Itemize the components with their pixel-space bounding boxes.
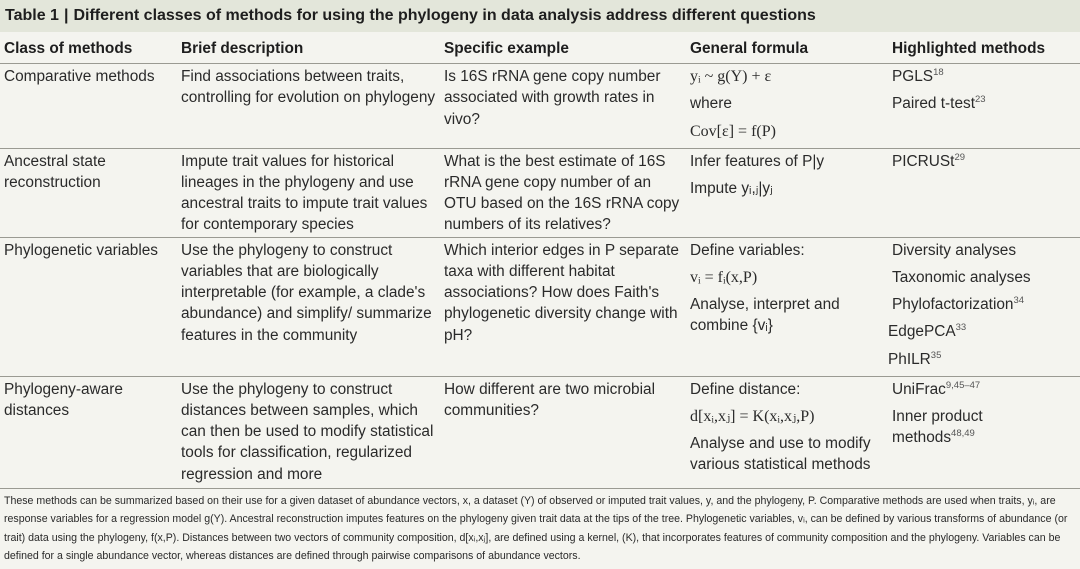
formula-line: Analyse and use to modify various statistical methods [690,435,871,474]
formula-line: vᵢ = fᵢ(x,P) [690,269,758,287]
method-item [892,379,1076,400]
cell-formula [686,64,888,149]
formula-line: Cov[ε] = f(P) [690,122,776,140]
cell-class: Comparative methods [0,64,177,149]
formula-line: Infer features of P|y [690,152,825,170]
method-ref: 35 [930,349,942,361]
method-item [892,151,1076,172]
table-row [0,376,1080,485]
formula-line: where [690,95,732,113]
formula-line: Define distance: [690,380,801,398]
formula-line: yᵢ ~ g(Y) + ε [690,68,772,86]
formula-line: Analyse, interpret and combine {vᵢ} [690,296,840,335]
method-name: Phylofactorization [892,296,1014,314]
table-row [0,237,1080,376]
method-name: UniFrac [892,380,946,398]
cell-methods [888,64,1080,149]
cell-description: Impute trait values for historical lineages in the phylogeny and use ancestral traits to impute trait values for contemporary species [177,148,440,237]
cell-formula [686,148,888,237]
method-ref: 29 [954,151,966,163]
header-row [0,32,1080,64]
method-name: Taxonomic analyses [892,269,1031,287]
method-name: PhILR [888,350,931,368]
method-ref: 34 [1013,295,1025,307]
cell-class: Phylogenetic variables [0,237,177,376]
method-ref: 18 [933,67,944,79]
method-ref: 9,45–47 [945,379,981,391]
cell-example: Is 16S rRNA gene copy number associated with growth rates in vivo? [440,64,686,149]
header-description: Brief description [177,32,440,64]
method-name: Inner product methods [892,408,983,447]
method-item [888,321,1076,342]
cell-description: Use the phylogeny to construct distances between samples, which can then be used to modify statistical tools for classification, regularized regression and more [181,380,434,483]
cell-example: How different are two microbial communities? [444,380,655,420]
method-name: Diversity analyses [892,241,1017,259]
method-ref: 23 [974,94,986,106]
method-name: PGLS [892,68,934,86]
method-ref: 33 [955,322,967,334]
method-name: EdgePCA [888,323,956,341]
cell-class: Ancestral state reconstruction [0,148,177,237]
method-ref: 48,49 [951,428,975,440]
header-class: Class of methods [0,32,177,64]
table-row [0,64,1080,149]
method-item [892,267,1076,288]
method-item [892,294,1076,315]
cell-formula [686,237,888,376]
cell-methods [888,148,1080,237]
table-row [0,148,1080,237]
method-name: PICRUSt [892,152,955,170]
table-title [0,0,1080,32]
header-example: Specific example [440,32,686,64]
cell-example: Which interior edges in P separate taxa with different habitat associations? How does Faith's phylogenetic diversity change with pH? [440,237,686,376]
cell-description: Find associations between traits, controlling for evolution on phylogeny [177,64,440,149]
method-item [892,406,1042,448]
cell-methods [888,376,1080,485]
method-item [888,349,1076,370]
header-methods: Highlighted methods [888,32,1080,64]
formula-line: Impute yᵢ,ⱼ|yⱼ [690,180,773,198]
table-title-text: Different classes of methods for using the phylogeny in data analysis address different questions [73,7,816,24]
method-item [892,93,1076,114]
methods-table [0,32,1080,485]
title-separator: | [63,7,69,24]
header-formula: General formula [686,32,888,64]
table-number: Table 1 [5,7,59,24]
cell-example: What is the best estimate of 16S rRNA gene copy number of an OTU based on the 16S rRNA copy numbers of its relatives? [440,148,686,237]
cell-methods [888,237,1080,376]
cell-description: Use the phylogeny to construct variables that are biologically interpretable (for example, a clade's abundance) and simplify/ summarize features in the community [177,237,440,376]
method-item [892,240,1076,261]
method-item [892,66,1076,87]
formula-line: d[xᵢ,xⱼ] = K(xᵢ,xⱼ,P) [690,408,815,426]
method-name: Paired t-test [892,95,975,113]
cell-formula [686,376,888,485]
formula-line: Define variables: [690,241,805,259]
cell-class: Phylogeny-aware distances [4,380,123,420]
table-footnote: These methods can be summarized based on their use for a given dataset of abundance vectors, x, a dataset (Y) of observed or imputed trait values, y, and the phylogeny, P. Comparative methods are used when traits, yᵢ, are response variables for a regression model g(Y). Ancestral reconstruction imputes features on the phylogeny given trait data at the tips of the tree. Phylogenetic variables, vᵢ, can be defined by various transforms of abundance (or trait) data using the phylogeny, f(x,P). Distances between two vectors of community composition, d[xᵢ,xⱼ], are defined using a kernel, (K), that incorporates features of community composition and the phylogeny. Variables can be defined for a single abundance vector, whereas distances are defined through pairwise comparisons of abundance vectors. [0,488,1080,569]
